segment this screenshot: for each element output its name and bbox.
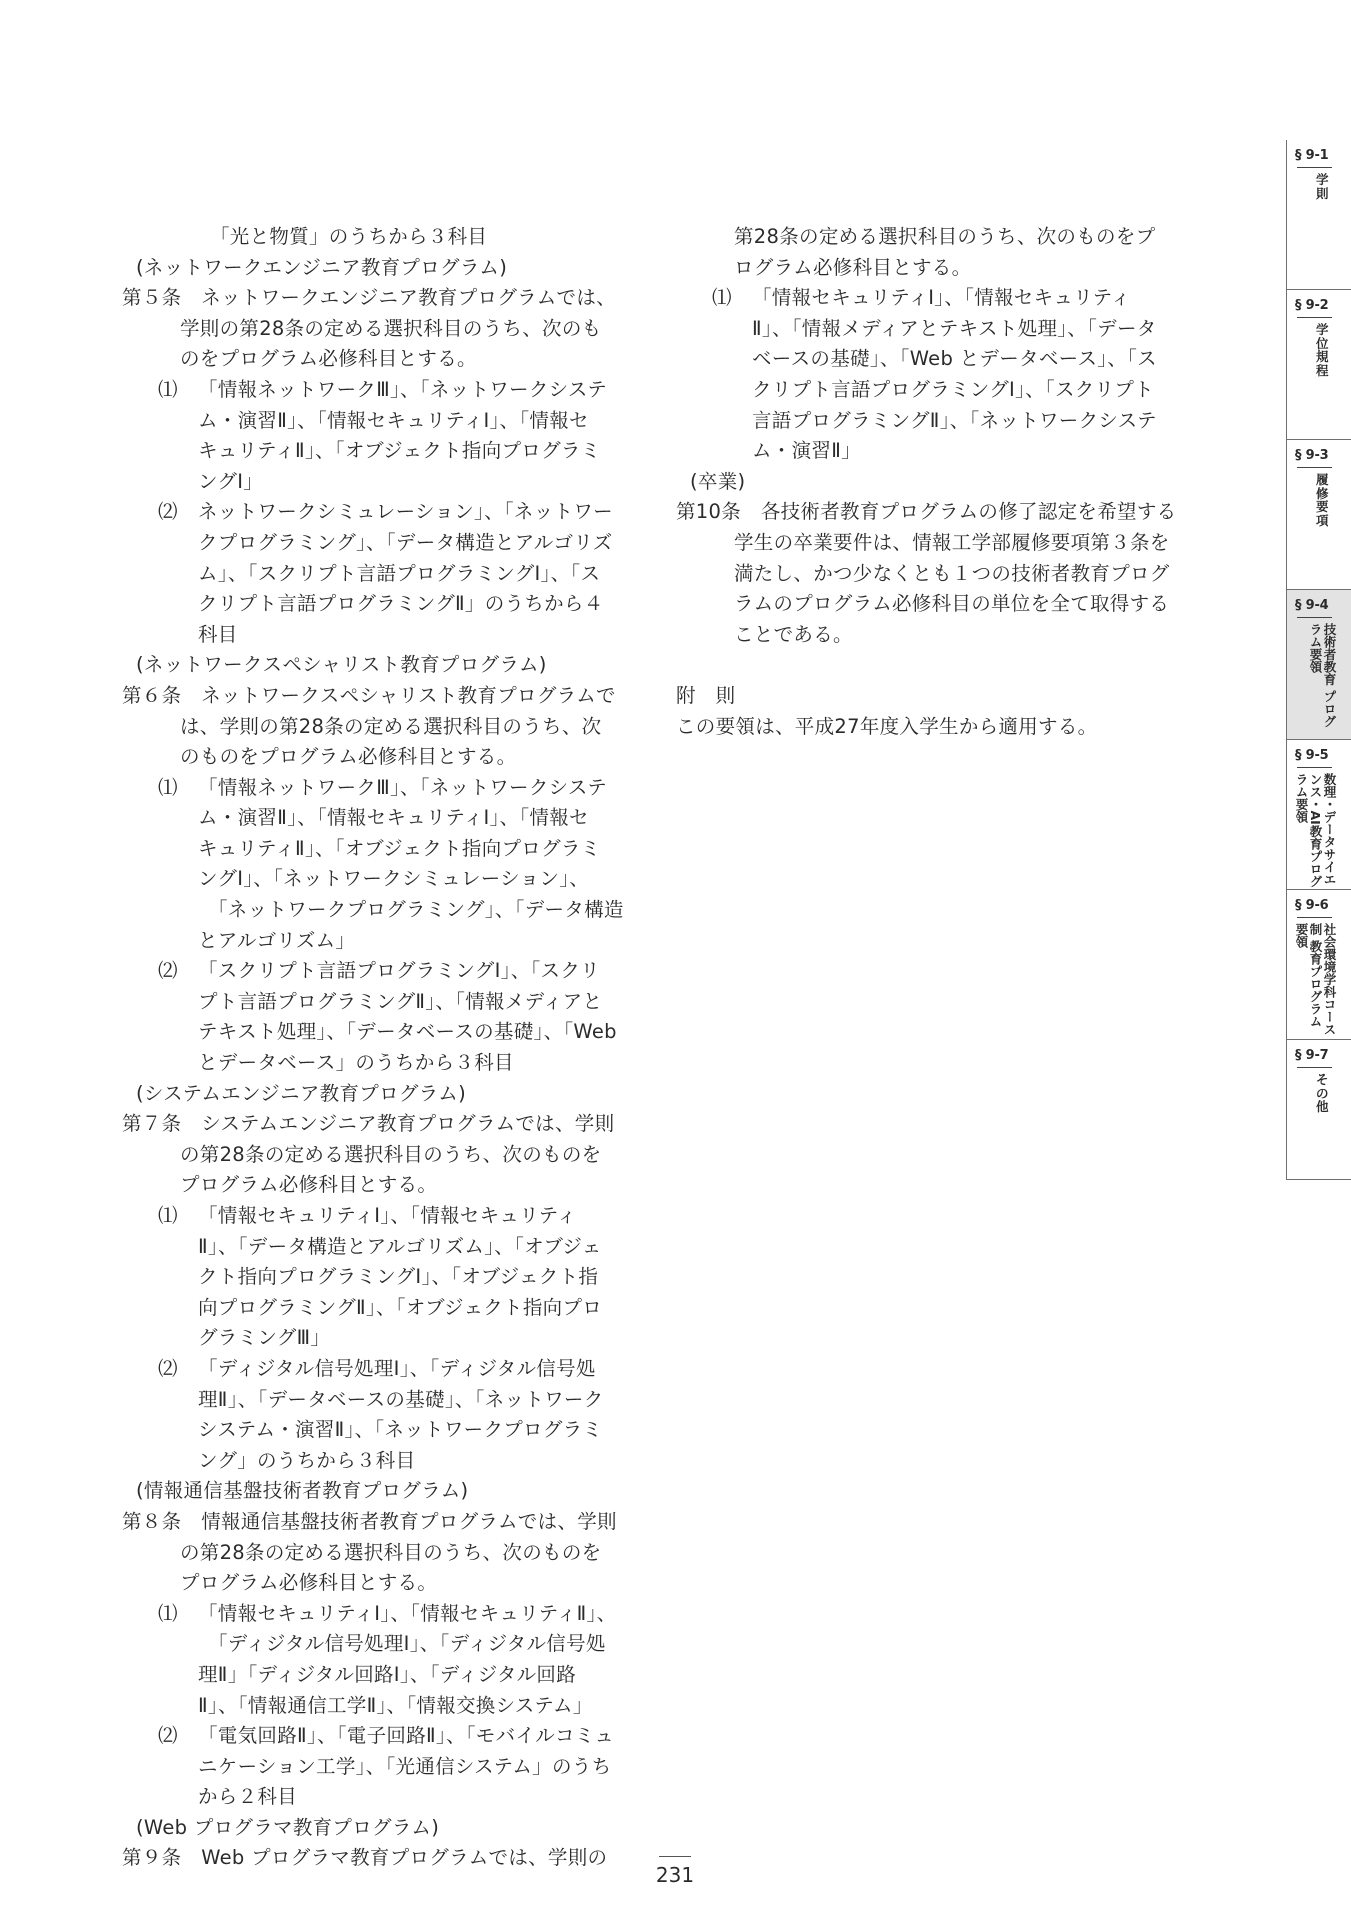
section-tab-rule xyxy=(1297,767,1332,768)
section-tab-code: § 9-5 xyxy=(1295,748,1329,763)
section-tab-title: その他 xyxy=(1316,1072,1329,1114)
line-text: 学則の第28条の定める選択科目のうち、次のも xyxy=(180,316,602,340)
text-line xyxy=(122,1201,622,1232)
text-line xyxy=(122,620,622,651)
text-line xyxy=(676,436,1176,467)
text-line xyxy=(122,1568,622,1599)
left-column xyxy=(122,222,622,1874)
item-number: ⑴ xyxy=(158,775,178,799)
line-text: の第28条の定める選択科目のうち、次のものを xyxy=(180,1540,602,1564)
text-line xyxy=(122,864,622,895)
line-text: ングⅠ」、「ネットワークシミュレーション」、 xyxy=(198,867,590,891)
line-text: 学生の卒業要件は、情報工学部履修要項第３条を xyxy=(734,530,1170,554)
section-tab-title: 数理・データサイエンス・AI教育プログラム要領 xyxy=(1294,773,1337,888)
line-text: 第５条 ネットワークエンジニア教育プログラムでは、 xyxy=(122,286,616,310)
line-text: 科目 xyxy=(198,622,238,646)
line-text: 「情報ネットワークⅢ」、「ネットワークシステ xyxy=(198,775,608,799)
section-tab-rule xyxy=(1297,917,1332,918)
line-text: 「電気回路Ⅱ」、「電子回路Ⅱ」、「モバイルコミュ xyxy=(198,1724,615,1748)
section-tab-title: 社会環境学科コース制 教育プログラム要領 xyxy=(1294,923,1337,1036)
text-line xyxy=(122,1262,622,1293)
line-text: 附 則 xyxy=(676,683,736,707)
text-line xyxy=(122,926,622,957)
section-tab-rule xyxy=(1297,167,1332,168)
line-text: ム」、「スクリプト言語プログラミングⅠ」、「ス xyxy=(198,561,601,585)
text-line xyxy=(676,650,1176,681)
line-text: 「光と物質」のうちから３科目 xyxy=(210,225,488,248)
text-line xyxy=(122,253,622,284)
line-text: 第10条 各技術者教育プログラムの修了認定を希望する xyxy=(676,500,1177,524)
line-text: (情報通信基盤技術者教育プログラム) xyxy=(136,1479,469,1503)
text-line xyxy=(122,1752,622,1783)
item-number: ⑴ xyxy=(158,377,178,401)
line-text: システム・演習Ⅱ」、「ネットワークプログラミ xyxy=(198,1418,603,1442)
line-text: キュリティⅡ」、「オブジェクト指向プログラミ xyxy=(198,836,601,860)
line-text: 「スクリプト言語プログラミングⅠ」、「スクリ xyxy=(198,959,600,983)
text-line xyxy=(122,650,622,681)
section-tab-code: § 9-4 xyxy=(1295,598,1329,613)
section-tab-title: 技術者教育 プログラム要領 xyxy=(1308,623,1337,728)
section-tab-code: § 9-2 xyxy=(1295,298,1329,313)
text-line xyxy=(122,559,622,590)
page-number-rule xyxy=(659,1856,691,1857)
text-line xyxy=(122,1843,622,1874)
line-text: 「ネットワークプログラミング」、「データ構造 xyxy=(208,898,624,922)
item-number: ⑵ xyxy=(158,1724,178,1748)
line-text: 第６条 ネットワークスペシャリスト教育プログラムで xyxy=(122,683,616,707)
text-line xyxy=(122,283,622,314)
text-line xyxy=(676,344,1176,375)
section-tab-title: 学則 xyxy=(1316,172,1329,201)
line-text: クプログラミング」、「データ構造とアルゴリズ xyxy=(198,530,613,554)
text-line xyxy=(676,375,1176,406)
line-text: 「情報セキュリティⅠ」、「情報セキュリティ xyxy=(198,1204,577,1227)
line-text: 満たし、かつ少なくとも１つの技術者教育プログ xyxy=(734,561,1170,585)
line-text: 向プログラミングⅡ」、「オブジェクト指向プロ xyxy=(198,1295,603,1319)
line-text: 「情報ネットワークⅢ」、「ネットワークシステ xyxy=(198,377,608,401)
line-text: Ⅱ」、「情報メディアとテキスト処理」、「データ xyxy=(752,316,1157,340)
text-line xyxy=(122,222,622,253)
line-text: クリプト言語プログラミングⅡ」のうちから４ xyxy=(198,592,604,616)
text-line xyxy=(122,1232,622,1263)
text-line xyxy=(122,1293,622,1324)
line-text: 理Ⅱ」、「データベースの基礎」、「ネットワーク xyxy=(198,1387,604,1411)
item-number: ⑴ xyxy=(158,1601,178,1625)
text-line xyxy=(122,742,622,773)
item-number: ⑴ xyxy=(158,1204,178,1227)
line-text: クト指向プログラミングⅠ」、「オブジェクト指 xyxy=(198,1265,599,1289)
item-number: ⑵ xyxy=(158,1356,178,1380)
text-line xyxy=(122,895,622,926)
right-column xyxy=(676,222,1176,742)
text-line xyxy=(122,773,622,804)
text-line xyxy=(122,589,622,620)
line-text: から２科目 xyxy=(198,1785,298,1809)
line-text: グラミングⅢ」 xyxy=(198,1326,331,1350)
line-text: クリプト言語プログラミングⅠ」、「スクリプト xyxy=(752,377,1154,401)
line-text: (卒業) xyxy=(690,469,746,493)
text-line xyxy=(122,1507,622,1538)
line-text: ログラム必修科目とする。 xyxy=(734,255,972,279)
text-line xyxy=(122,1415,622,1446)
text-line xyxy=(122,1599,622,1630)
text-line xyxy=(122,406,622,437)
item-number: ⑵ xyxy=(158,959,178,983)
text-line xyxy=(676,283,1176,314)
text-line xyxy=(122,681,622,712)
text-line xyxy=(122,712,622,743)
text-line xyxy=(676,528,1176,559)
text-line xyxy=(122,436,622,467)
line-text: (ネットワークスペシャリスト教育プログラム) xyxy=(136,653,547,677)
section-tab-title: 学位規程 xyxy=(1316,322,1329,378)
text-line xyxy=(676,589,1176,620)
text-line xyxy=(122,497,622,528)
text-line xyxy=(122,344,622,375)
line-text: (ネットワークエンジニア教育プログラム) xyxy=(136,255,508,279)
text-line xyxy=(122,1476,622,1507)
line-text: ネットワークシミュレーション」、「ネットワー xyxy=(198,500,613,524)
text-line xyxy=(676,559,1176,590)
line-text: Ⅱ」、「情報通信工学Ⅱ」、「情報交換システム」 xyxy=(198,1693,593,1717)
line-text: ング」のうちから３科目 xyxy=(198,1448,416,1472)
text-line xyxy=(122,1109,622,1140)
text-line xyxy=(122,1385,622,1416)
line-text: 言語プログラミングⅡ」、「ネットワークシステ xyxy=(752,408,1157,432)
line-text: プログラム必修科目とする。 xyxy=(180,1571,438,1595)
text-line xyxy=(122,987,622,1018)
line-text: この要領は、平成27年度入学生から適用する。 xyxy=(676,714,1098,738)
section-tab-title: 履修要項 xyxy=(1316,472,1329,528)
line-text: 第７条 システムエンジニア教育プログラムでは、学則 xyxy=(122,1112,615,1136)
text-line xyxy=(122,1048,622,1079)
section-tab-rule xyxy=(1297,617,1332,618)
section-tab-rule xyxy=(1297,317,1332,318)
text-line xyxy=(676,467,1176,498)
text-line xyxy=(122,834,622,865)
line-text: Ⅱ」、「データ構造とアルゴリズム」、「オブジェ xyxy=(198,1234,602,1258)
text-line xyxy=(676,681,1176,712)
line-text: プログラム必修科目とする。 xyxy=(180,1173,438,1197)
text-line xyxy=(122,1140,622,1171)
line-text: の第28条の定める選択科目のうち、次のものを xyxy=(180,1142,602,1166)
text-line xyxy=(676,222,1176,253)
line-text: (Web プログラマ教育プログラム) xyxy=(136,1815,440,1839)
text-line xyxy=(122,1079,622,1110)
section-tab[interactable] xyxy=(1286,1040,1351,1180)
section-tab-code: § 9-7 xyxy=(1295,1048,1329,1063)
text-line xyxy=(676,406,1176,437)
line-text: 第９条 Web プログラマ教育プログラムでは、学則の xyxy=(122,1846,608,1870)
section-tab-code: § 9-6 xyxy=(1295,898,1329,913)
text-line xyxy=(122,1323,622,1354)
line-text: プト言語プログラミングⅡ」、「情報メディアと xyxy=(198,989,603,1013)
text-line xyxy=(676,314,1176,345)
section-tabs xyxy=(1286,0,1351,1920)
line-text: とアルゴリズム」 xyxy=(198,928,356,952)
text-line xyxy=(122,1538,622,1569)
line-text: 理Ⅱ」「ディジタル回路Ⅰ」、「ディジタル回路 xyxy=(198,1662,577,1686)
text-line xyxy=(676,712,1176,743)
section-tab[interactable] xyxy=(1286,140,1351,290)
text-line xyxy=(122,1170,622,1201)
line-text: テキスト処理」、「データベースの基礎」、「Web xyxy=(198,1020,617,1044)
text-line xyxy=(122,1691,622,1722)
line-text: のものをプログラム必修科目とする。 xyxy=(180,745,517,769)
section-tab[interactable] xyxy=(1286,290,1351,440)
section-tab[interactable] xyxy=(1286,890,1351,1040)
item-number: ⑵ xyxy=(158,500,178,524)
line-text: ニケーション工学」、「光通信システム」のうち xyxy=(198,1754,612,1778)
section-tab-code: § 9-3 xyxy=(1295,448,1329,463)
line-text: とデータベース」のうちから３科目 xyxy=(198,1051,514,1075)
item-number: ⑴ xyxy=(712,286,732,310)
line-text: のをプログラム必修科目とする。 xyxy=(180,347,477,371)
text-line xyxy=(122,1721,622,1752)
line-text: ことである。 xyxy=(734,622,853,646)
text-line xyxy=(122,1354,622,1385)
line-text: 第28条の定める選択科目のうち、次のものをプ xyxy=(734,225,1156,248)
text-line xyxy=(122,1813,622,1844)
text-line xyxy=(122,467,622,498)
page-number: 231 xyxy=(655,1863,695,1887)
line-text: 「ディジタル信号処理Ⅰ」、「ディジタル信号処 xyxy=(208,1632,606,1656)
text-line xyxy=(676,620,1176,651)
text-line xyxy=(122,956,622,987)
text-line xyxy=(122,1446,622,1477)
line-text: 「情報セキュリティⅠ」、「情報セキュリティⅡ」、 xyxy=(198,1601,617,1625)
section-tab[interactable] xyxy=(1286,440,1351,590)
line-text: ム・演習Ⅱ」 xyxy=(752,439,861,463)
section-tab[interactable] xyxy=(1286,590,1351,740)
section-tab-rule xyxy=(1297,1067,1332,1068)
text-line xyxy=(122,1017,622,1048)
line-text: は、学則の第28条の定める選択科目のうち、次 xyxy=(180,714,602,738)
line-text: ングⅠ」 xyxy=(198,469,264,493)
line-text: ラムのプログラム必修科目の単位を全て取得する xyxy=(734,592,1170,616)
text-line xyxy=(122,803,622,834)
section-tab-rule xyxy=(1297,467,1332,468)
text-line xyxy=(122,528,622,559)
line-text: ベースの基礎」、「Web とデータベース」、「ス xyxy=(752,347,1157,371)
text-line xyxy=(122,375,622,406)
line-text: ム・演習Ⅱ」、「情報セキュリティⅠ」、「情報セ xyxy=(198,408,589,432)
text-line xyxy=(122,1629,622,1660)
line-text: 第８条 情報通信基盤技術者教育プログラムでは、学則 xyxy=(122,1509,617,1533)
text-line xyxy=(122,1660,622,1691)
line-text: 「ディジタル信号処理Ⅰ」、「ディジタル信号処 xyxy=(198,1356,596,1380)
section-tab[interactable] xyxy=(1286,740,1351,890)
text-line xyxy=(122,1782,622,1813)
line-text: キュリティⅡ」、「オブジェクト指向プログラミ xyxy=(198,439,601,463)
section-tab-code: § 9-1 xyxy=(1295,148,1329,163)
line-text: (システムエンジニア教育プログラム) xyxy=(136,1081,466,1105)
text-line xyxy=(676,497,1176,528)
line-text: ム・演習Ⅱ」、「情報セキュリティⅠ」、「情報セ xyxy=(198,806,589,830)
text-line xyxy=(122,314,622,345)
text-line xyxy=(676,253,1176,284)
line-text: 「情報セキュリティⅠ」、「情報セキュリティ xyxy=(752,286,1131,310)
